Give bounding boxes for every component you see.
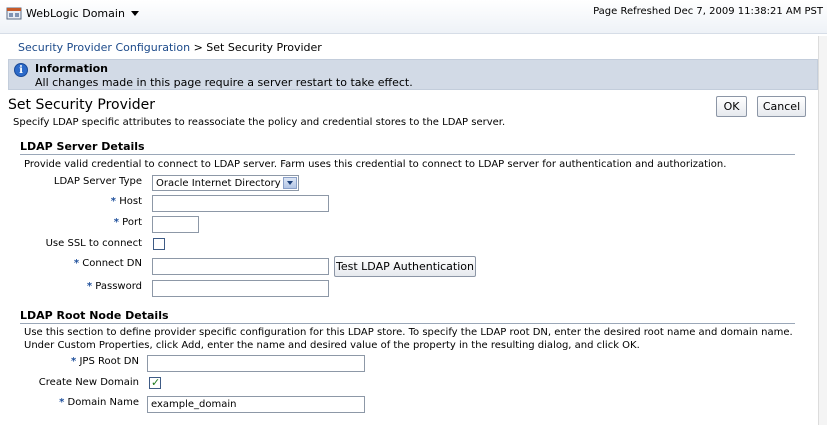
port-label-text: Port	[122, 217, 142, 228]
host-label	[111, 196, 142, 207]
port-input[interactable]	[152, 216, 199, 233]
required-indicator: *	[110, 196, 117, 207]
required-indicator: *	[59, 397, 65, 408]
required-indicator: *	[113, 217, 119, 228]
information-message: All changes made in this page require a server restart to take effect.	[35, 76, 413, 89]
checkmark-icon: ✓	[151, 376, 161, 389]
connect-dn-input[interactable]	[152, 258, 329, 275]
ldap-root-node-details-header: LDAP Root Node Details	[20, 309, 169, 322]
domain-name-input[interactable]	[147, 396, 365, 413]
jps-root-dn-label	[71, 356, 139, 367]
ldap-root-description-line2: Under Custom Properties, click Add, enter the name and desired value of the property in the resulting dialog, and click OK.	[24, 340, 640, 351]
password-label-text: Password	[95, 281, 142, 292]
port-label	[114, 217, 142, 228]
ldap-server-details-description: Provide valid credential to connect to LDAP server. Farm uses this credential to connect to LDAP server for authentication and authorization.	[24, 159, 727, 170]
connect-dn-label-text: Connect DN	[82, 258, 142, 269]
chevron-down-icon	[131, 11, 139, 16]
required-indicator: *	[86, 281, 93, 292]
ldap-server-type-select[interactable]	[152, 175, 299, 191]
use-ssl-checkbox[interactable]	[153, 238, 165, 250]
domain-name-label-text: Domain Name	[67, 397, 139, 408]
test-ldap-authentication-button[interactable]: Test LDAP Authentication	[334, 256, 476, 277]
connect-dn-label	[74, 258, 142, 269]
host-input[interactable]	[152, 195, 329, 212]
page-description: Specify LDAP specific attributes to reassociate the policy and credential stores to the LDAP server.	[13, 117, 506, 128]
cancel-button[interactable]: Cancel	[757, 96, 806, 117]
required-indicator: *	[71, 356, 77, 367]
breadcrumb-current: Set Security Provider	[206, 41, 322, 54]
use-ssl-label: Use SSL to connect	[45, 238, 142, 249]
password-label	[87, 281, 142, 292]
weblogic-domain-icon	[6, 6, 22, 20]
create-new-domain-checkbox[interactable]	[149, 377, 161, 389]
ok-button[interactable]: OK	[716, 96, 747, 117]
chevron-down-icon	[283, 177, 297, 189]
jps-root-dn-input[interactable]	[147, 355, 365, 372]
domain-menu-label: WebLogic Domain	[26, 6, 125, 20]
weblogic-domain-menu[interactable]	[6, 6, 139, 20]
ldap-root-description-line1: Use this section to define provider specific configuration for this LDAP store. To specify the LDAP root DN, enter the desired root name and domain name.	[24, 327, 793, 338]
ldap-server-type-value: Oracle Internet Directory	[156, 177, 281, 189]
top-bar	[0, 0, 827, 34]
password-input[interactable]	[152, 280, 329, 297]
create-new-domain-label: Create New Domain	[38, 377, 139, 388]
page-refreshed-timestamp: Page Refreshed Dec 7, 2009 11:38:21 AM PST	[593, 6, 823, 17]
information-title: Information	[35, 62, 108, 75]
ldap-server-type-label: LDAP Server Type	[53, 176, 142, 187]
vertical-scrollbar[interactable]	[818, 36, 827, 425]
jps-root-dn-label-text: JPS Root DN	[79, 356, 139, 367]
domain-name-label	[59, 397, 139, 408]
breadcrumb-separator: >	[193, 41, 203, 54]
info-icon: i	[14, 63, 28, 77]
page-title: Set Security Provider	[8, 97, 156, 113]
section-divider	[20, 323, 795, 324]
breadcrumb	[18, 41, 322, 54]
section-divider	[20, 154, 795, 155]
breadcrumb-link-security-provider-configuration[interactable]: Security Provider Configuration	[18, 41, 191, 54]
host-label-text: Host	[119, 196, 142, 207]
required-indicator: *	[73, 258, 80, 269]
ldap-server-details-header: LDAP Server Details	[20, 140, 145, 153]
information-message-box	[8, 59, 818, 90]
